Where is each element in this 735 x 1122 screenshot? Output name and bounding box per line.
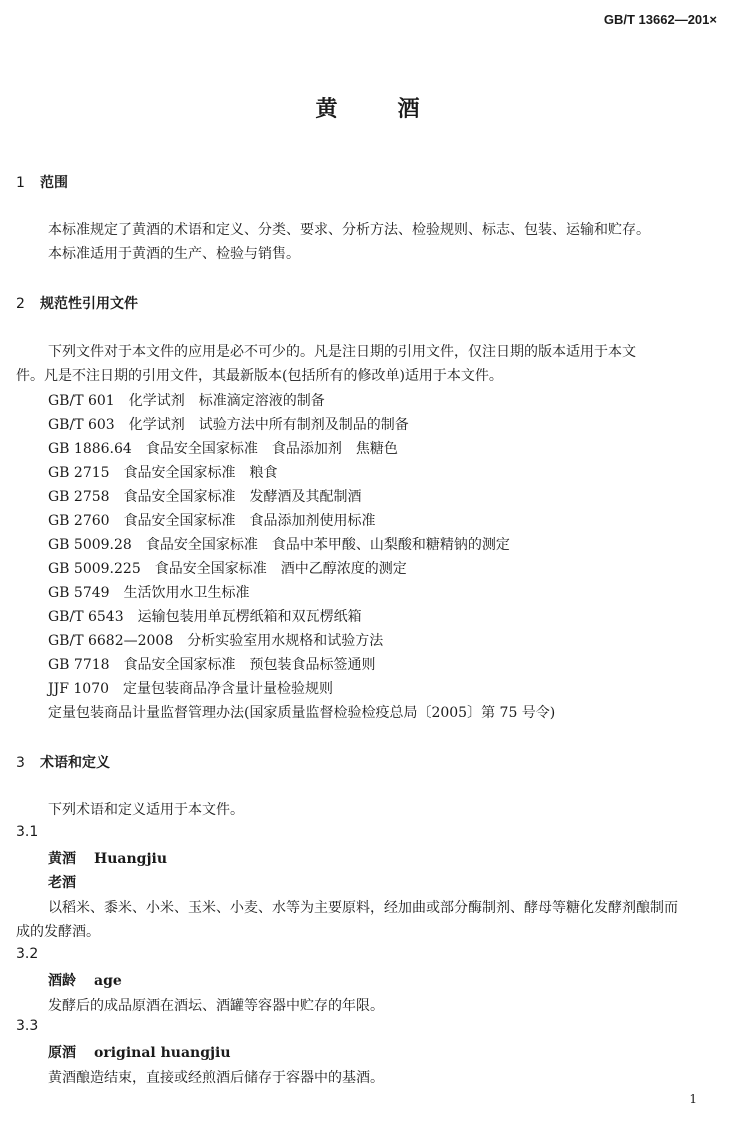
term-definition: 黄酒酿造结束，直接或经煎酒后储存于容器中的基酒。 — [48, 1070, 384, 1086]
reference-item: GB 1886.64 食品安全国家标准 食品添加剂 焦糖色 — [48, 441, 398, 457]
page-number: 1 — [689, 1092, 697, 1106]
reference-item-last: 定量包装商品计量监督管理办法(国家质量监督检验检疫总局〔2005〕第 75 号令) — [48, 705, 556, 721]
section-title: 术语和定义 — [40, 755, 110, 771]
section-title: 规范性引用文件 — [40, 296, 138, 312]
reference-item: GB/T 6682—2008 分析实验室用水规格和试验方法 — [48, 633, 384, 649]
term-definition-line-1: 以稻米、黍米、小米、玉米、小麦、水等为主要原料，经加曲或部分酶制剂、酵母等糖化发酵剂酿制而 — [48, 900, 678, 916]
section-number: 3 — [16, 755, 25, 771]
term-heading: 酒龄 age — [48, 973, 122, 989]
references-intro-line-1: 下列文件对于本文件的应用是必不可少的。凡是注日期的引用文件，仅注日期的版本适用于本文 — [48, 344, 636, 360]
section-number: 2 — [16, 296, 25, 312]
document-title — [0, 92, 735, 123]
standard-code: GB/T 13662—201× — [603, 12, 717, 27]
reference-item: GB 2715 食品安全国家标准 粮食 — [48, 465, 278, 481]
reference-item: GB/T 6543 运输包装用单瓦楞纸箱和双瓦楞纸箱 — [48, 609, 362, 625]
term-heading: 黄酒 Huangjiu — [48, 851, 168, 867]
scope-paragraph-1: 本标准规定了黄酒的术语和定义、分类、要求、分析方法、检验规则、标志、包装、运输和贮存。 — [48, 222, 650, 238]
reference-item: GB 5009.28 食品安全国家标准 食品中苯甲酸、山梨酸和糖精钠的测定 — [48, 537, 510, 553]
term-alt-name: 老酒 — [48, 875, 76, 891]
reference-item: GB/T 601 化学试剂 标准滴定溶液的制备 — [48, 393, 325, 409]
scope-paragraph-2: 本标准适用于黄酒的生产、检验与销售。 — [48, 246, 300, 262]
reference-item: JJF 1070 定量包装商品净含量计量检验规则 — [48, 681, 334, 697]
section-number: 1 — [16, 175, 25, 191]
term-definition: 发酵后的成品原酒在酒坛、酒罐等容器中贮存的年限。 — [48, 998, 384, 1014]
reference-item: GB 2760 食品安全国家标准 食品添加剂使用标准 — [48, 513, 376, 529]
terms-intro: 下列术语和定义适用于本文件。 — [48, 802, 244, 818]
term-heading: 原酒 original huangjiu — [48, 1045, 231, 1061]
reference-item: GB 7718 食品安全国家标准 预包装食品标签通则 — [48, 657, 376, 673]
reference-item: GB 5749 生活饮用水卫生标准 — [48, 585, 250, 601]
term-number: 3.2 — [16, 946, 39, 962]
title-char-1: 黄 — [315, 96, 338, 122]
term-definition-line-2: 成的发酵酒。 — [16, 924, 100, 940]
references-intro-line-2: 件。凡是不注日期的引用文件，其最新版本(包括所有的修改单)适用于本文件。 — [16, 368, 503, 384]
reference-item: GB 5009.225 食品安全国家标准 酒中乙醇浓度的测定 — [48, 561, 407, 577]
term-number: 3.3 — [16, 1018, 39, 1034]
title-char-2: 酒 — [397, 96, 420, 122]
section-heading-scope — [16, 172, 68, 192]
reference-item: GB/T 603 化学试剂 试验方法中所有制剂及制品的制备 — [48, 417, 409, 433]
section-heading-references — [16, 293, 138, 313]
term-number: 3.1 — [16, 824, 39, 840]
reference-item: GB 2758 食品安全国家标准 发酵酒及其配制酒 — [48, 489, 362, 505]
section-title: 范围 — [40, 175, 68, 191]
section-heading-terms — [16, 752, 110, 772]
